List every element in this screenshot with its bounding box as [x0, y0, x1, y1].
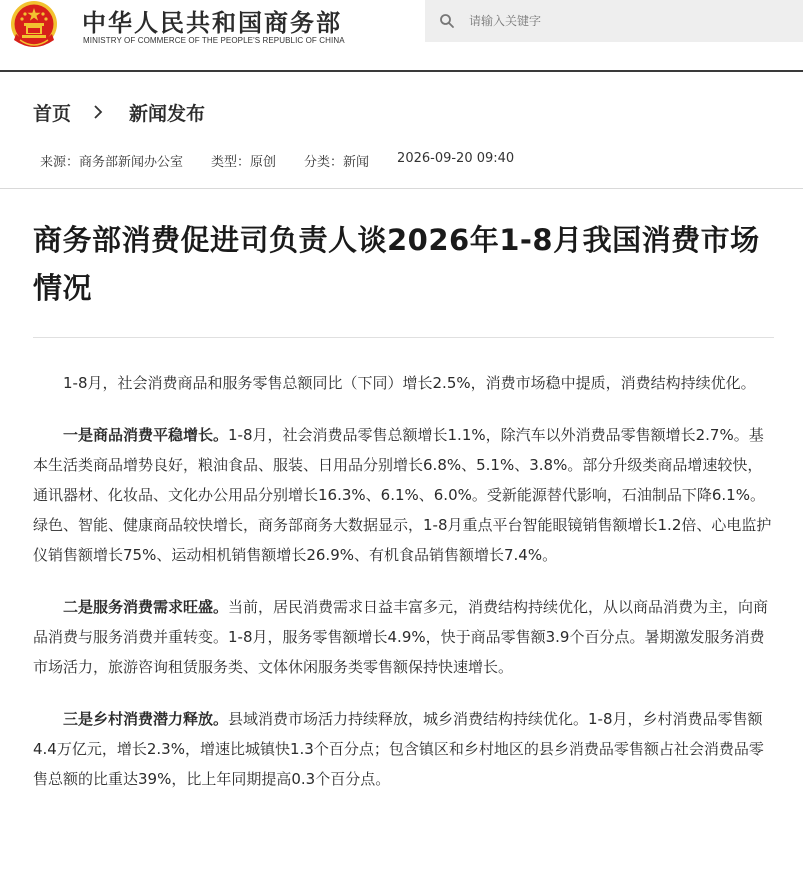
chevron-right-icon — [93, 105, 103, 119]
article-body — [33, 368, 776, 816]
paragraph-lead: 二是服务消费需求旺盛。 — [63, 598, 229, 616]
article-paragraph — [33, 704, 776, 794]
paragraph-lead: 一是商品消费平稳增长。 — [63, 426, 229, 444]
article-meta-area — [0, 72, 803, 188]
meta-type: 类型：原创 — [211, 155, 277, 170]
meta-divider — [0, 188, 803, 189]
meta-source: 来源：商务部新闻办公室 — [40, 155, 184, 170]
search-input[interactable] — [469, 8, 789, 34]
paragraph-text: 当前，居民消费需求日益丰富多元，消费结构持续优化，从以商品消费为主，向商品消费与服务消费并重转变。1-8月，服务零售额增长4.9%，快于商品零售额3.9个百分点。暑期激发服务消费市场活力，旅游咨询租赁服务类、文体休闲服务类零售额保持快速增长。 — [33, 598, 769, 676]
paragraph-text: 1-8月，社会消费商品和服务零售总额同比（下同）增长2.5%，消费市场稳中提质，消费结构持续优化。 — [63, 374, 756, 392]
breadcrumb — [33, 100, 205, 124]
article-title: 商务部消费促进司负责人谈2026年1-8月我国消费市场情况 — [33, 223, 760, 305]
site-title[interactable]: 中华人民共和国商务部 — [82, 9, 342, 37]
meta-category: 分类：新闻 — [304, 155, 370, 170]
breadcrumb-current[interactable]: 新闻发布 — [129, 102, 206, 125]
article-paragraph — [33, 420, 776, 570]
article-paragraph — [33, 368, 776, 398]
article-paragraph — [33, 592, 776, 682]
site-subtitle: MINISTRY OF COMMERCE OF THE PEOPLE'S REPUBLIC OF CHINA — [83, 36, 345, 45]
paragraph-lead: 三是乡村消费潜力释放。 — [63, 710, 229, 728]
meta-datetime: 2026-09-20 09:40 — [397, 151, 515, 166]
title-divider — [33, 337, 774, 338]
site-header — [0, 0, 803, 70]
search-box — [425, 0, 803, 42]
article-meta — [40, 151, 542, 170]
paragraph-text: 县域消费市场活力持续释放，城乡消费结构持续优化。1-8月，乡村消费品零售额4.4万亿元，增长2.3%，增速比城镇快1.3个百分点；包含镇区和乡村地区的县乡消费品零售额占社会消费品零售总额的比重达39%，比上年同期提高0.3个百分点。 — [33, 710, 764, 788]
national-emblem-icon[interactable] — [8, 0, 60, 52]
search-icon[interactable] — [439, 13, 455, 29]
breadcrumb-home-link[interactable]: 首页 — [33, 102, 72, 125]
paragraph-text: 1-8月，社会消费品零售总额增长1.1%，除汽车以外消费品零售额增长2.7%。基本生活类商品增势良好，粮油食品、服装、日用品分别增长6.8%、5.1%、3.8%。部分升级类商品增速较快，通讯器材、化妆品、文化办公用品分别增长16.3%、6.1%、6.0%。受新能源替代影响，石油制品下降6.1%。绿色、智能、健康商品较快增长，商务部商务大数据显示，1-8月重点平台智能眼镜销售额增长1.2倍、心电监护仪销售额增长75%、运动相机销售额增长26.9%、有机食品销售额增长7.4%。 — [33, 426, 772, 564]
